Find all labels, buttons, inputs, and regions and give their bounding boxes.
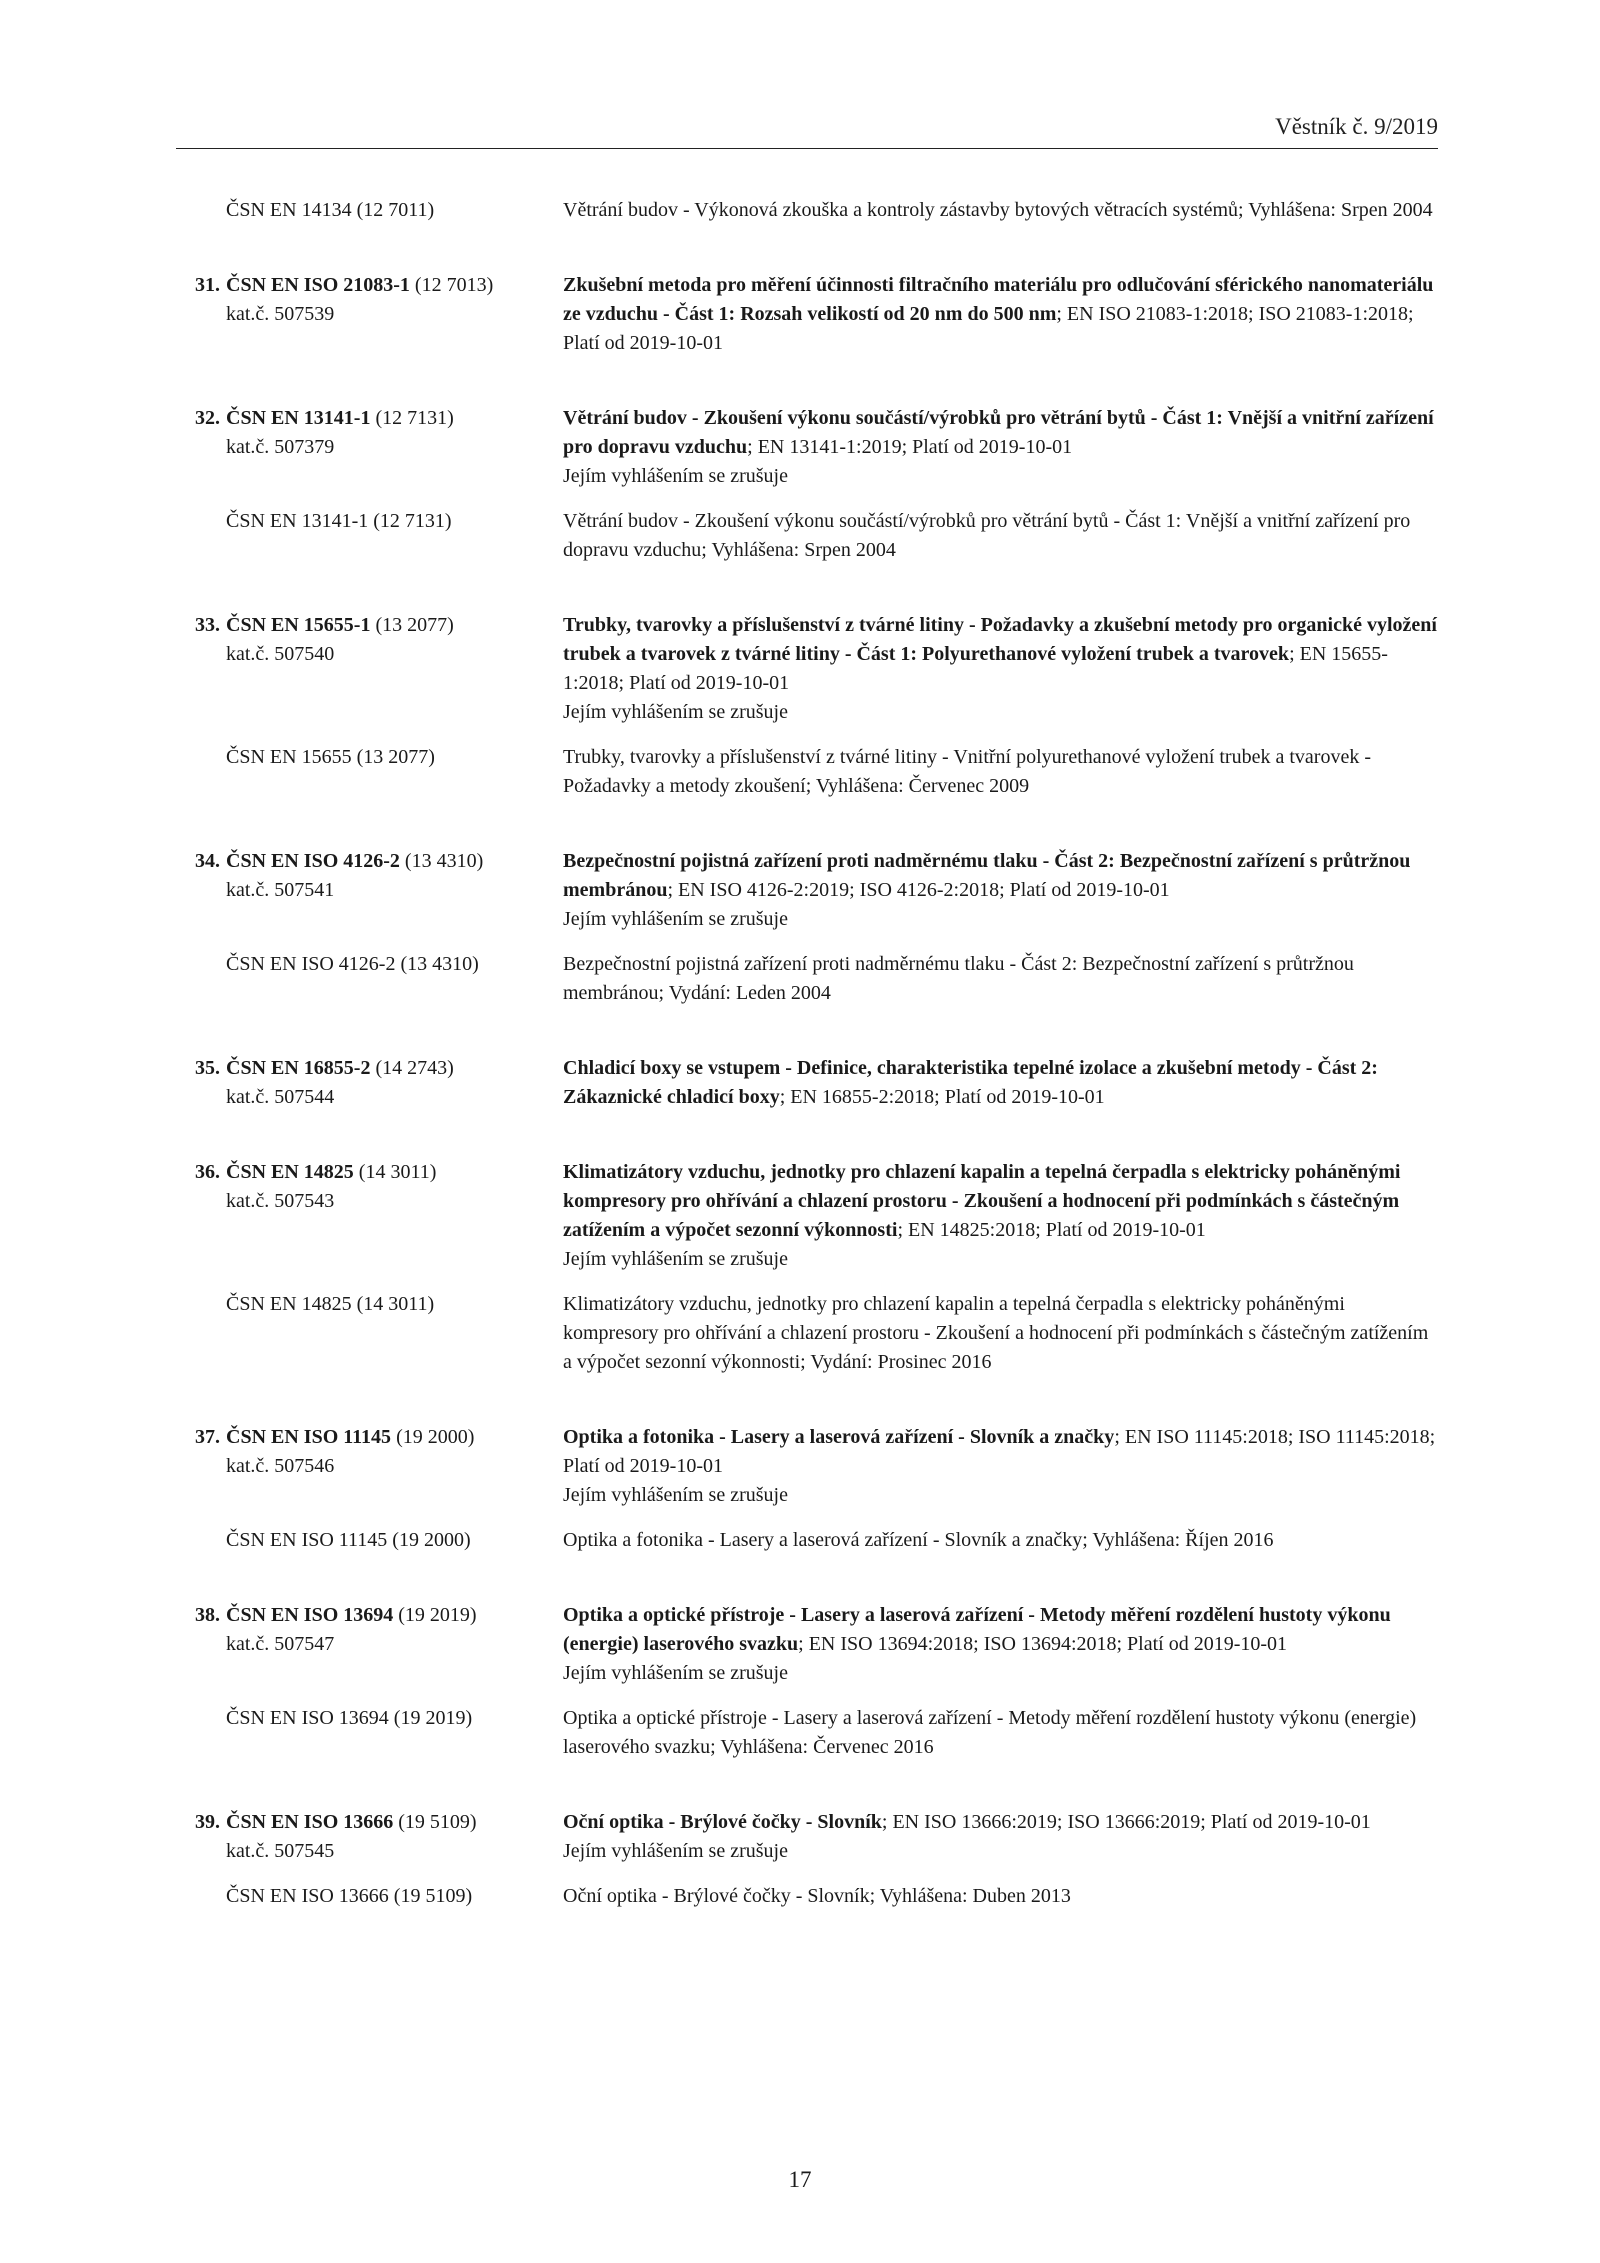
page-number: 17 xyxy=(788,2167,812,2192)
standard-entry xyxy=(176,1423,1438,1555)
standard-row xyxy=(176,1054,1438,1112)
standard-entry xyxy=(176,1601,1438,1762)
standard-class-code: (12 7013) xyxy=(409,274,494,296)
standard-code-bold: ČSN EN 16855-2 xyxy=(226,1057,371,1079)
replaced-standard-row xyxy=(176,1290,1438,1377)
replaced-standard-description: Oční optika - Brýlové čočky - Slovník; Vyhlášena: Duben 2013 xyxy=(563,1885,1071,1907)
replacement-note: Jejím vyhlášením se zrušuje xyxy=(563,1840,788,1862)
standard-title: Optika a optické přístroje - Lasery a laserová zařízení - Metody měření rozdělení hustoty výkonu (energie) laserového svazku xyxy=(563,1604,1391,1655)
standard-details: ; EN ISO 13666:2019; ISO 13666:2019; Platí od 2019-10-01 xyxy=(881,1811,1371,1833)
replaced-standard-code: ČSN EN ISO 13666 (19 5109) xyxy=(226,1885,473,1907)
replacement-note: Jejím vyhlášením se zrušuje xyxy=(563,1248,788,1270)
standard-row xyxy=(176,271,1438,358)
catalog-number: kat.č. 507544 xyxy=(226,1086,335,1108)
standard-code-bold: ČSN EN 14825 xyxy=(226,1161,354,1183)
standard-code xyxy=(226,404,454,433)
standard-code xyxy=(226,1808,477,1837)
replaced-standard-row xyxy=(176,507,1438,565)
replaced-standard-row xyxy=(176,743,1438,801)
catalog-number: kat.č. 507539 xyxy=(226,303,335,325)
entry-number: 33. xyxy=(195,614,220,636)
standard-details: ; EN 15655-1:2018; Platí od 2019-10-01 xyxy=(563,643,1388,694)
replaced-standard-code: ČSN EN 13141-1 (12 7131) xyxy=(226,510,452,532)
standard-code xyxy=(226,271,493,300)
replacement-note: Jejím vyhlášením se zrušuje xyxy=(563,1484,788,1506)
replacement-note: Jejím vyhlášením se zrušuje xyxy=(563,908,788,930)
standard-title: Klimatizátory vzduchu, jednotky pro chlazení kapalin a tepelná čerpadla s elektricky poháněnými kompresory pro ohřívání a chlazení prostoru - Zkoušení a hodnocení při podmínkách s částečným zatížením a výpočet sezonní výkonnosti xyxy=(563,1161,1401,1241)
standard-code xyxy=(226,1601,477,1630)
standard-class-code: (19 5109) xyxy=(393,1811,477,1833)
standard-title: Trubky, tvarovky a příslušenství z tvárné litiny - Požadavky a zkušební metody pro organické vyložení trubek a tvarovek z tvárné litiny - Část 1: Polyurethanové vyložení trubek a tvarovek xyxy=(563,614,1437,665)
standard-entry xyxy=(176,1808,1438,1911)
standard-description xyxy=(556,1054,1438,1112)
standard-entry xyxy=(176,1158,1438,1377)
replaced-standard-description: Bezpečnostní pojistná zařízení proti nadměrnému tlaku - Část 2: Bezpečnostní zařízení s průtržnou membránou; Vydání: Leden 2004 xyxy=(563,953,1354,1004)
standard-class-code: ČSN EN 14134 (12 7011) xyxy=(226,199,435,221)
entry-number: 35. xyxy=(195,1057,220,1079)
standard-row xyxy=(176,404,1438,491)
standard-title: Větrání budov - Zkoušení výkonu součástí/výrobků pro větrání bytů - Část 1: Vnější a vnitřní zařízení pro dopravu vzduchu xyxy=(563,407,1434,458)
replaced-standard-code: ČSN EN 14825 (14 3011) xyxy=(226,1293,435,1315)
standard-row xyxy=(176,1158,1438,1274)
entry-number xyxy=(186,196,226,225)
standard-title: Chladicí boxy se vstupem - Definice, charakteristika tepelné izolace a zkušební metody - Část 2: Zákaznické chladicí boxy xyxy=(563,1057,1378,1108)
standard-row xyxy=(176,1808,1438,1866)
replaced-standard-code: ČSN EN ISO 11145 (19 2000) xyxy=(226,1529,471,1551)
standard-class-code: (14 3011) xyxy=(353,1161,437,1183)
replacement-note: Jejím vyhlášením se zrušuje xyxy=(563,701,788,723)
standard-code-bold: ČSN EN ISO 4126-2 xyxy=(226,850,400,872)
replaced-standard-code: ČSN EN ISO 4126-2 (13 4310) xyxy=(226,953,479,975)
replaced-standard-description: Optika a optické přístroje - Lasery a laserová zařízení - Metody měření rozdělení hustoty výkonu (energie) laserového svazku; Vyhlášena: Červenec 2016 xyxy=(563,1707,1417,1758)
replaced-standard-row xyxy=(176,1704,1438,1762)
replaced-standard-row xyxy=(176,1526,1438,1555)
replaced-standard-description: Větrání budov - Zkoušení výkonu součástí/výrobků pro větrání bytů - Část 1: Vnější a vnitřní zařízení pro dopravu vzduchu; Vyhlášena: Srpen 2004 xyxy=(563,510,1411,561)
standard-code-bold: ČSN EN ISO 21083-1 xyxy=(226,274,410,296)
catalog-number: kat.č. 507547 xyxy=(226,1633,335,1655)
standard-class-code: (19 2019) xyxy=(393,1604,477,1626)
catalog-number: kat.č. 507379 xyxy=(226,436,335,458)
standard-title: Bezpečnostní pojistná zařízení proti nadměrnému tlaku - Část 2: Bezpečnostní zařízení s průtržnou membránou xyxy=(563,850,1411,901)
standard-details: ; EN 16855-2:2018; Platí od 2019-10-01 xyxy=(779,1086,1105,1108)
standard-class-code: (13 4310) xyxy=(399,850,484,872)
standard-details: ; EN ISO 11145:2018; ISO 11145:2018; Platí od 2019-10-01 xyxy=(563,1426,1436,1477)
entry-number: 37. xyxy=(195,1426,220,1448)
standard-code xyxy=(226,847,483,876)
standard-code-column xyxy=(176,1423,556,1481)
replaced-standard-row xyxy=(176,1882,1438,1911)
standard-code-column xyxy=(176,611,556,669)
standard-details: ; EN ISO 21083-1:2018; ISO 21083-1:2018; Platí od 2019-10-01 xyxy=(563,303,1414,354)
standard-description xyxy=(556,404,1438,491)
standard-details: Větrání budov - Výkonová zkouška a kontroly zástavby bytových větracích systémů; Vyhlášena: Srpen 2004 xyxy=(563,199,1433,221)
catalog-number: kat.č. 507541 xyxy=(226,879,335,901)
standard-class-code: (14 2743) xyxy=(370,1057,454,1079)
standard-code-column xyxy=(176,404,556,462)
standard-code xyxy=(226,1054,454,1083)
standard-entry xyxy=(176,611,1438,801)
entry-number: 32. xyxy=(195,407,220,429)
standard-code xyxy=(226,1423,474,1452)
standard-code-bold: ČSN EN 13141-1 xyxy=(226,407,371,429)
standard-class-code: (13 2077) xyxy=(370,614,454,636)
standard-entry xyxy=(176,404,1438,565)
entry-number: 39. xyxy=(195,1811,220,1833)
standard-description xyxy=(556,847,1438,934)
standard-code-column xyxy=(176,1601,556,1659)
standard-row xyxy=(176,1423,1438,1510)
standards-list xyxy=(176,196,1438,1957)
standard-code xyxy=(226,196,434,225)
replacement-note: Jejím vyhlášením se zrušuje xyxy=(563,465,788,487)
standard-details: ; EN ISO 13694:2018; ISO 13694:2018; Platí od 2019-10-01 xyxy=(798,1633,1288,1655)
standard-row xyxy=(176,847,1438,934)
entry-number: 34. xyxy=(195,850,220,872)
standard-code-column xyxy=(176,196,556,225)
standard-code-column xyxy=(176,271,556,329)
standard-class-code: (12 7131) xyxy=(370,407,454,429)
journal-title: Věstník č. 9/2019 xyxy=(1275,114,1438,139)
entry-number: 31. xyxy=(195,274,220,296)
standard-entry xyxy=(176,196,1438,225)
standard-code-column xyxy=(176,1808,556,1866)
entry-number: 36. xyxy=(195,1161,220,1183)
standard-code xyxy=(226,1158,436,1187)
page-header xyxy=(176,112,1438,149)
standard-details: ; EN 13141-1:2019; Platí od 2019-10-01 xyxy=(747,436,1073,458)
standard-description xyxy=(556,1158,1438,1274)
standard-description xyxy=(556,611,1438,727)
standard-code xyxy=(226,611,454,640)
standard-code-bold: ČSN EN ISO 13694 xyxy=(226,1604,394,1626)
standard-details: ; EN ISO 4126-2:2019; ISO 4126-2:2018; Platí od 2019-10-01 xyxy=(667,879,1170,901)
standard-code-column xyxy=(176,847,556,905)
standard-details: ; EN 14825:2018; Platí od 2019-10-01 xyxy=(897,1219,1206,1241)
standard-code-bold: ČSN EN 15655-1 xyxy=(226,614,371,636)
standard-title: Oční optika - Brýlové čočky - Slovník xyxy=(563,1811,882,1833)
standard-description xyxy=(556,1808,1438,1866)
entry-number: 38. xyxy=(195,1604,220,1626)
replaced-standard-row xyxy=(176,950,1438,1008)
standard-row xyxy=(176,196,1438,225)
standard-row xyxy=(176,611,1438,727)
standard-entry xyxy=(176,271,1438,358)
replaced-standard-code: ČSN EN ISO 13694 (19 2019) xyxy=(226,1707,473,1729)
standard-code-column xyxy=(176,1054,556,1112)
standard-row xyxy=(176,1601,1438,1688)
standard-description xyxy=(556,271,1438,358)
standard-code-column xyxy=(176,1158,556,1216)
standard-entry xyxy=(176,847,1438,1008)
standard-class-code: (19 2000) xyxy=(391,1426,475,1448)
standard-entry xyxy=(176,1054,1438,1112)
catalog-number: kat.č. 507546 xyxy=(226,1455,335,1477)
catalog-number: kat.č. 507543 xyxy=(226,1190,335,1212)
catalog-number: kat.č. 507545 xyxy=(226,1840,335,1862)
replaced-standard-code: ČSN EN 15655 (13 2077) xyxy=(226,746,435,768)
standard-description xyxy=(556,1423,1438,1510)
replaced-standard-description: Klimatizátory vzduchu, jednotky pro chlazení kapalin a tepelná čerpadla s elektricky poháněnými kompresory pro ohřívání a chlazení prostoru - Zkoušení a hodnocení při podmínkách s částečným zatížením a výpočet sezonní výkonnosti; Vydání: Prosinec 2016 xyxy=(563,1293,1429,1373)
standard-title: Zkušební metoda pro měření účinnosti filtračního materiálu pro odlučování sférického nanomateriálu ze vzduchu - Část 1: Rozsah velikostí od 20 nm do 500 nm xyxy=(563,274,1434,325)
standard-code-bold: ČSN EN ISO 11145 xyxy=(226,1426,392,1448)
standard-description xyxy=(556,1601,1438,1688)
replaced-standard-description: Optika a fotonika - Lasery a laserová zařízení - Slovník a značky; Vyhlášena: Říjen 2016 xyxy=(563,1529,1274,1551)
catalog-number: kat.č. 507540 xyxy=(226,643,335,665)
replacement-note: Jejím vyhlášením se zrušuje xyxy=(563,1662,788,1684)
standard-description xyxy=(556,196,1438,225)
standard-code-bold: ČSN EN ISO 13666 xyxy=(226,1811,394,1833)
replaced-standard-description: Trubky, tvarovky a příslušenství z tvárné litiny - Vnitřní polyurethanové vyložení trubek a tvarovek - Požadavky a metody zkoušení; Vyhlášena: Červenec 2009 xyxy=(563,746,1371,797)
standard-title: Optika a fotonika - Lasery a laserová zařízení - Slovník a značky xyxy=(563,1426,1115,1448)
